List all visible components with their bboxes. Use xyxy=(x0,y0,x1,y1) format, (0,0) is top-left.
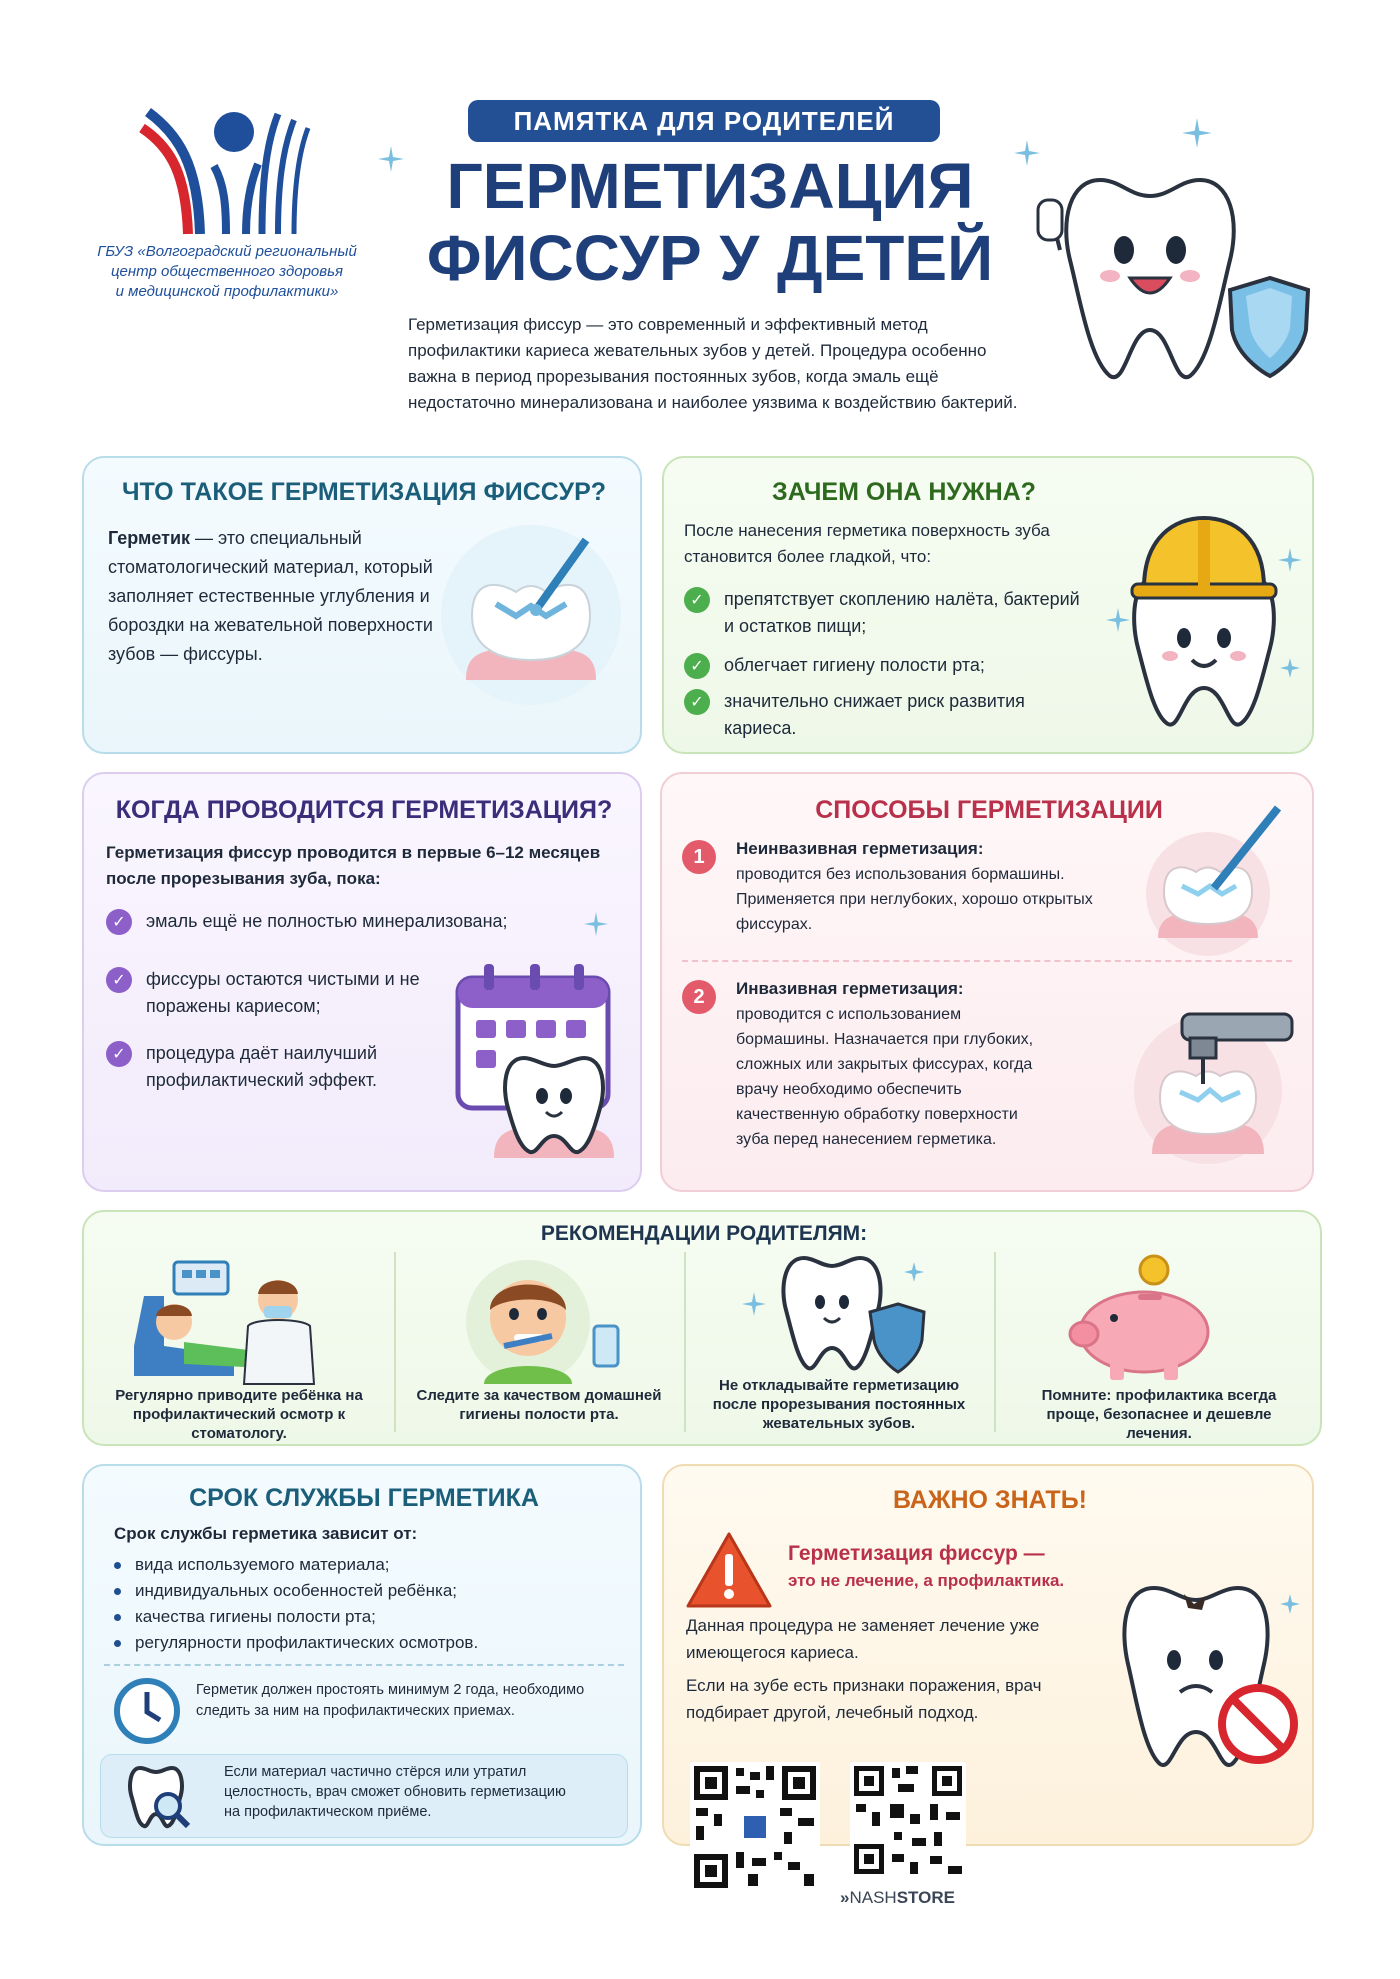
important-text: Если на зубе есть признаки поражения, врач подбирает другой, лечебный подход. xyxy=(686,1676,1042,1722)
method-name: Неинвазивная герметизация: xyxy=(736,839,984,858)
qr-code-icon[interactable] xyxy=(690,1762,820,1892)
qr-code-icon[interactable] xyxy=(850,1762,966,1878)
tooth-mascot-icon xyxy=(1030,140,1320,400)
page-title: ГЕРМЕТИЗАЦИЯ ФИССУР У ДЕТЕЙ xyxy=(426,150,994,294)
why-card-intro: После нанесения герметика поверхность зуба становится более гладкой, что: xyxy=(684,521,1050,566)
header-badge: ПАМЯТКА ДЛЯ РОДИТЕЛЕЙ xyxy=(468,100,940,142)
why-card xyxy=(662,456,1314,754)
method-text: проводится без использования бормашины. Применяется при неглубоких, хорошо открытых фиссурах. xyxy=(736,866,1093,933)
lifetime-note: Если материал частично стёрся или утратил целостность, врач сможет обновить герметизацию на профилактическом приёме. xyxy=(224,1764,566,1820)
org-logo xyxy=(138,104,318,240)
number-badge-icon: 1 xyxy=(682,840,716,874)
lifetime-divider xyxy=(104,1664,624,1666)
when-card-title: КОГДА ПРОВОДИТСЯ ГЕРМЕТИЗАЦИЯ? xyxy=(115,796,613,824)
rec-item: Не откладывайте герметизацию после прорезывания постоянных жевательных зубов. xyxy=(712,1377,966,1432)
when-card-intro: Герметизация фиссур проводится в первые 6–12 месяцев после прорезывания зуба, пока: xyxy=(106,843,601,888)
lifetime-title: СРОК СЛУЖБЫ ГЕРМЕТИКА xyxy=(189,1484,539,1512)
lifetime-card xyxy=(82,1464,642,1846)
check-icon: ✓ xyxy=(106,967,132,993)
rec-divider xyxy=(994,1252,996,1432)
recommendations-card xyxy=(82,1210,1322,1446)
important-warning: Герметизация фиссур — это не лечение, а профилактика. xyxy=(788,1542,1065,1590)
why-list-item: ✓ препятствует скоплению налёта, бактерий и остатков пищи; xyxy=(684,586,1084,640)
method-name: Инвазивная герметизация: xyxy=(736,979,964,998)
when-card xyxy=(82,772,642,1192)
tooth-shield-icon xyxy=(734,1252,954,1382)
child-brushing-icon xyxy=(444,1256,644,1386)
rec-divider xyxy=(684,1252,686,1432)
when-list-item: ✓ процедура даёт наилучший профилактический эффект. xyxy=(106,1040,436,1094)
methods-divider xyxy=(682,960,1292,962)
rec-item: Помните: профилактика всегда проще, безопаснее и дешевле лечения. xyxy=(1041,1387,1277,1442)
check-icon: ✓ xyxy=(684,587,710,613)
lifetime-note: Герметик должен простоять минимум 2 года, необходимо следить за ним на профилактических приемах. xyxy=(196,1682,585,1719)
when-list-item: ✓ фиссуры остаются чистыми и не поражены кариесом; xyxy=(106,966,436,1020)
method-text: проводится с использованием бормашины. Назначается при глубоких, сложных или закрытых фиссурах, когда врачу необходимо обеспечить качественную обработку поверхности зуба перед нанесением герметика. xyxy=(736,1006,1034,1148)
recommendations-title: РЕКОМЕНДАЦИИ РОДИТЕЛЯМ: xyxy=(540,1222,868,1245)
tooth-sad-icon xyxy=(1094,1574,1304,1784)
sparkle-icon xyxy=(378,146,404,172)
what-card xyxy=(82,456,642,754)
tooth-sealant-icon xyxy=(436,520,626,710)
piggy-bank-icon xyxy=(1044,1252,1244,1382)
check-icon: ✓ xyxy=(106,909,132,935)
footer-brand: »NASHSTORE xyxy=(840,1888,955,1907)
sparkle-icon xyxy=(584,912,608,936)
rec-item: Следите за качеством домашней гигиены полости рта. xyxy=(416,1387,662,1423)
calendar-tooth-icon xyxy=(454,958,624,1178)
methods-card xyxy=(660,772,1314,1192)
what-card-text: Герметик — это специальный стоматологический материал, который заполняет естественные углубления и бороздки на жевательной поверхности зубов — фиссуры. xyxy=(108,528,433,664)
important-title: ВАЖНО ЗНАТЬ! xyxy=(893,1486,1087,1514)
lifetime-list-item: регулярности профилактических осмотров. xyxy=(114,1630,614,1655)
chevron-right-icon: » xyxy=(840,1888,850,1907)
lifetime-list-item: качества гигиены полости рта; xyxy=(114,1604,614,1629)
when-list-item: ✓ эмаль ещё не полностью минерализована; xyxy=(106,908,526,935)
tooth-magnifier-icon xyxy=(124,1762,194,1832)
what-card-term: Герметик xyxy=(108,528,191,548)
rec-divider xyxy=(394,1252,396,1432)
tooth-drill-icon xyxy=(1118,994,1298,1174)
clock-icon xyxy=(112,1676,182,1746)
dentist-icon xyxy=(114,1256,344,1386)
why-list-item: ✓ облегчает гигиену полости рта; xyxy=(684,652,1084,679)
why-list-item: ✓ значительно снижает риск развития кариеса. xyxy=(684,688,1084,742)
lifetime-subtitle: Срок службы герметика зависит от: xyxy=(114,1524,418,1543)
warning-icon xyxy=(684,1530,774,1610)
check-icon: ✓ xyxy=(106,1041,132,1067)
tooth-helmet-icon xyxy=(1104,488,1304,738)
check-icon: ✓ xyxy=(684,653,710,679)
intro-text: Герметизация фиссур — это современный и эффективный метод профилактики кариеса жевательных зубов у детей. Процедура особенно важна в период прорезывания постоянных зубов, когда эмаль ещё недостаточно минерализована и наиболее уязвима к воздействию бактерий. xyxy=(408,315,1018,412)
rec-item: Регулярно приводите ребёнка на профилактический осмотр к стоматологу. xyxy=(115,1387,363,1442)
lifetime-list-item: вида используемого материала; xyxy=(114,1552,614,1577)
what-card-title: ЧТО ТАКОЕ ГЕРМЕТИЗАЦИЯ ФИССУР? xyxy=(121,478,607,506)
lifetime-list-item: индивидуальных особенностей ребёнка; xyxy=(114,1578,614,1603)
org-name: ГБУЗ «Волгоградский региональный центр общественного здоровья и медицинской профилактики» xyxy=(97,243,357,300)
tooth-applicator-icon xyxy=(1118,798,1298,958)
number-badge-icon: 2 xyxy=(682,980,716,1014)
check-icon: ✓ xyxy=(684,689,710,715)
why-card-title: ЗАЧЕМ ОНА НУЖНА? xyxy=(772,478,1036,506)
important-text: Данная процедура не заменяет лечение уже имеющегося кариеса. xyxy=(686,1616,1040,1662)
methods-card-title: СПОСОБЫ ГЕРМЕТИЗАЦИИ xyxy=(815,796,1163,824)
